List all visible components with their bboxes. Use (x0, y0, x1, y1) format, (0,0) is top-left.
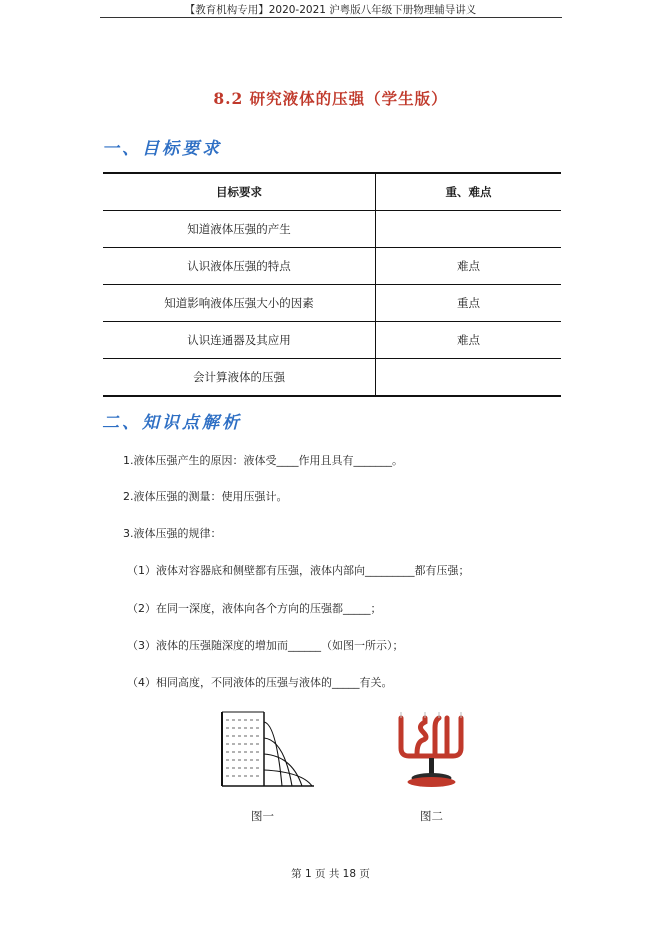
goal-cell: 知道影响液体压强大小的因素 (103, 285, 376, 322)
table-row (103, 322, 561, 359)
section-heading-knowledge: 二、知识点解析 (102, 413, 242, 433)
table-row (103, 285, 561, 322)
knowledge-point-3: 3.液体压强的规律： (123, 527, 222, 540)
level-cell (376, 211, 562, 248)
header-rule (100, 17, 562, 18)
rule-item-1: （1）液体对容器底和侧壁都有压强，液体内部向_________都有压强； (127, 564, 470, 577)
level-cell: 难点 (376, 322, 562, 359)
figure-water-jets (218, 708, 318, 790)
figure-1-caption: 图一 (251, 809, 274, 823)
goals-table (103, 172, 561, 397)
column-header-goal: 目标要求 (103, 173, 376, 211)
goal-cell: 认识液体压强的特点 (103, 248, 376, 285)
column-header-level: 重、难点 (376, 173, 562, 211)
page-number: 第 1 页 共 18 页 (291, 868, 370, 880)
goal-cell: 认识连通器及其应用 (103, 322, 376, 359)
goal-cell: 知道液体压强的产生 (103, 211, 376, 248)
figure-connected-vessels (393, 710, 469, 790)
rule-item-4: （4）相同高度，不同液体的压强与液体的_____有关。 (127, 676, 393, 689)
table-row (103, 248, 561, 285)
section-heading-goals: 一、目标要求 (102, 139, 222, 159)
table-row (103, 359, 561, 397)
rule-item-3: （3）液体的压强随深度的增加而______（如图一所示）； (127, 639, 404, 652)
level-cell (376, 359, 562, 397)
level-cell: 难点 (376, 248, 562, 285)
knowledge-point-1: 1.液体压强产生的原因：液体受____作用且具有_______。 (123, 454, 403, 467)
rule-item-2: （2）在同一深度，液体向各个方向的压强都_____； (127, 602, 382, 615)
page-header: 【教育机构专用】2020-2021 沪粤版八年级下册物理辅导讲义 (184, 4, 477, 16)
goal-cell: 会计算液体的压强 (103, 359, 376, 397)
knowledge-point-2: 2.液体压强的测量：使用压强计。 (123, 490, 288, 503)
table-row (103, 211, 561, 248)
page-title: 8.2 研究液体的压强（学生版） (213, 89, 448, 108)
figure-2-caption: 图二 (420, 809, 443, 823)
level-cell: 重点 (376, 285, 562, 322)
table-header-row (103, 173, 561, 211)
